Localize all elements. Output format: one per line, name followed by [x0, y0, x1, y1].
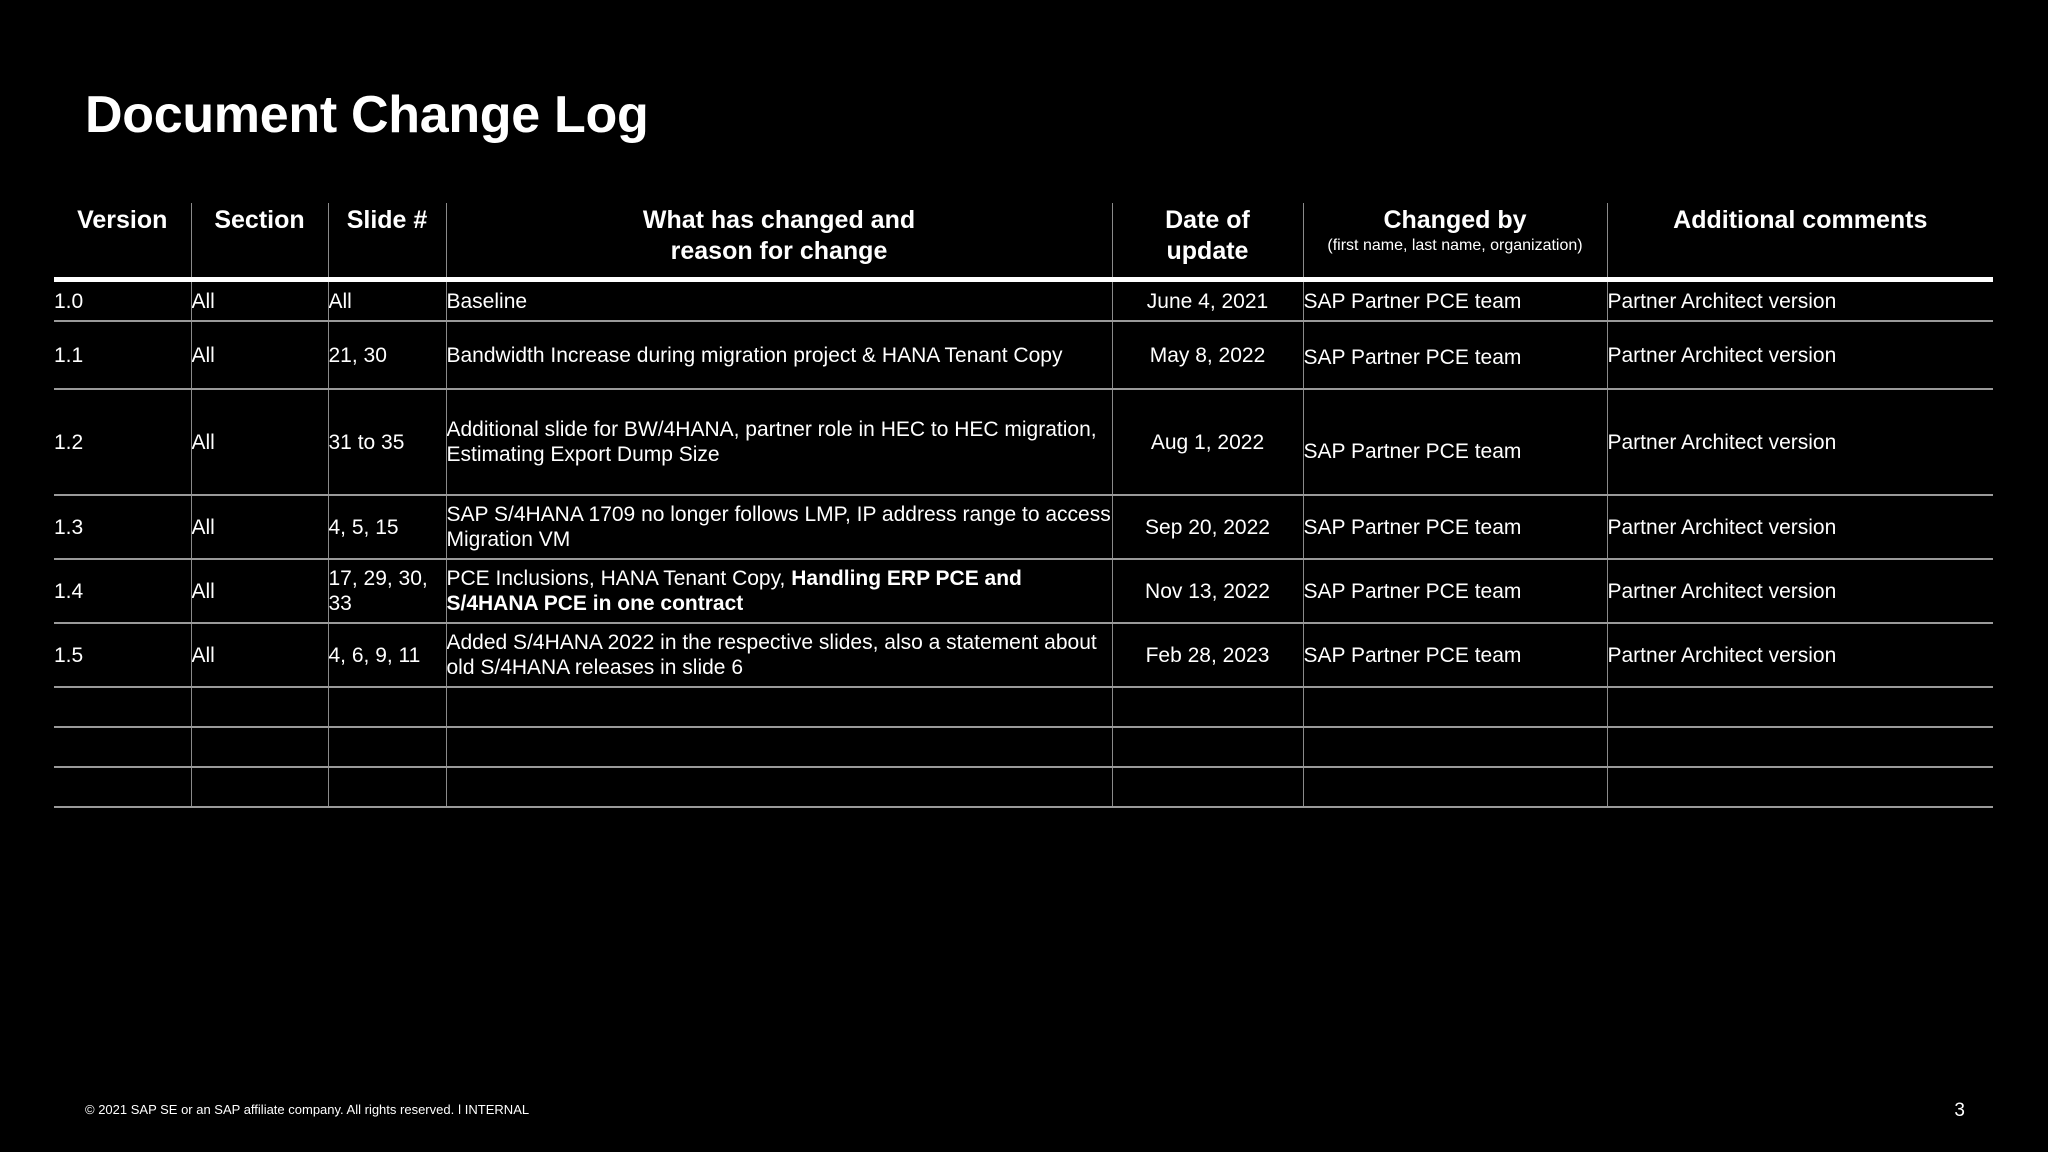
header-what-line1: What has changed and	[642, 206, 916, 234]
header-what-changed	[446, 203, 1112, 280]
cell-comments: Partner Architect version	[1607, 623, 1993, 687]
cell-version: 1.1	[54, 321, 191, 389]
empty-row	[54, 687, 1993, 727]
cell-slide: 4, 6, 9, 11	[328, 623, 446, 687]
cell-changed-by: SAP Partner PCE team	[1303, 623, 1607, 687]
cell-what-changed: PCE Inclusions, HANA Tenant Copy, Handling ERP PCE and S/4HANA PCE in one contract	[446, 559, 1112, 623]
cell-slide: 4, 5, 15	[328, 495, 446, 559]
cell-section: All	[191, 559, 328, 623]
cell-what-changed: SAP S/4HANA 1709 no longer follows LMP, IP address range to access Migration VM	[446, 495, 1112, 559]
cell-changed-by: SAP Partner PCE team	[1303, 321, 1607, 389]
header-section: Section	[191, 203, 328, 280]
cell-date: June 4, 2021	[1112, 280, 1303, 322]
cell-slide: 21, 30	[328, 321, 446, 389]
cell-section: All	[191, 389, 328, 495]
empty-row	[54, 767, 1993, 807]
cell-date: Feb 28, 2023	[1112, 623, 1303, 687]
cell-comments: Partner Architect version	[1607, 321, 1993, 389]
header-what-line2: reason for change	[670, 237, 888, 265]
change-log-table	[54, 203, 1993, 808]
cell-changed-by: SAP Partner PCE team	[1303, 280, 1607, 322]
cell-comments: Partner Architect version	[1607, 495, 1993, 559]
header-date-line1: Date of	[1165, 206, 1250, 234]
header-changed-by-label: Changed by	[1383, 206, 1527, 234]
header-changed-by-sub: (first name, last name, organization)	[1327, 237, 1583, 254]
table-row	[54, 321, 1993, 389]
slide-title: Document Change Log	[85, 86, 649, 144]
cell-date: Nov 13, 2022	[1112, 559, 1303, 623]
cell-changed-by: SAP Partner PCE team	[1303, 389, 1607, 495]
cell-slide: 31 to 35	[328, 389, 446, 495]
header-version: Version	[54, 203, 191, 280]
copyright-footer: © 2021 SAP SE or an SAP affiliate company. All rights reserved. ǀ INTERNAL	[85, 1102, 530, 1117]
header-comments: Additional comments	[1607, 203, 1993, 280]
cell-section: All	[191, 623, 328, 687]
cell-changed-by: SAP Partner PCE team	[1303, 559, 1607, 623]
cell-section: All	[191, 495, 328, 559]
page-number: 3	[1954, 1100, 1965, 1121]
table-row	[54, 389, 1993, 495]
cell-date: May 8, 2022	[1112, 321, 1303, 389]
table-row	[54, 280, 1993, 322]
cell-date: Aug 1, 2022	[1112, 389, 1303, 495]
cell-comments: Partner Architect version	[1607, 389, 1993, 495]
table-row	[54, 495, 1993, 559]
header-date	[1112, 203, 1303, 280]
cell-version: 1.0	[54, 280, 191, 322]
cell-version: 1.3	[54, 495, 191, 559]
cell-section: All	[191, 321, 328, 389]
empty-row	[54, 727, 1993, 767]
cell-what-changed: Additional slide for BW/4HANA, partner role in HEC to HEC migration, Estimating Export Dump Size	[446, 389, 1112, 495]
cell-changed-by: SAP Partner PCE team	[1303, 495, 1607, 559]
header-changed-by	[1303, 203, 1607, 280]
cell-what-changed: Baseline	[446, 280, 1112, 322]
header-slide: Slide #	[328, 203, 446, 280]
cell-slide: All	[328, 280, 446, 322]
table-row	[54, 559, 1993, 623]
table-row	[54, 623, 1993, 687]
cell-comments: Partner Architect version	[1607, 280, 1993, 322]
cell-section: All	[191, 280, 328, 322]
cell-comments: Partner Architect version	[1607, 559, 1993, 623]
cell-version: 1.4	[54, 559, 191, 623]
cell-what-changed: Bandwidth Increase during migration project & HANA Tenant Copy	[446, 321, 1112, 389]
cell-version: 1.5	[54, 623, 191, 687]
cell-version: 1.2	[54, 389, 191, 495]
header-date-line2: update	[1166, 237, 1249, 265]
cell-slide: 17, 29, 30, 33	[328, 559, 446, 623]
cell-date: Sep 20, 2022	[1112, 495, 1303, 559]
table-header-row	[54, 203, 1993, 280]
cell-what-changed: Added S/4HANA 2022 in the respective slides, also a statement about old S/4HANA releases in slide 6	[446, 623, 1112, 687]
